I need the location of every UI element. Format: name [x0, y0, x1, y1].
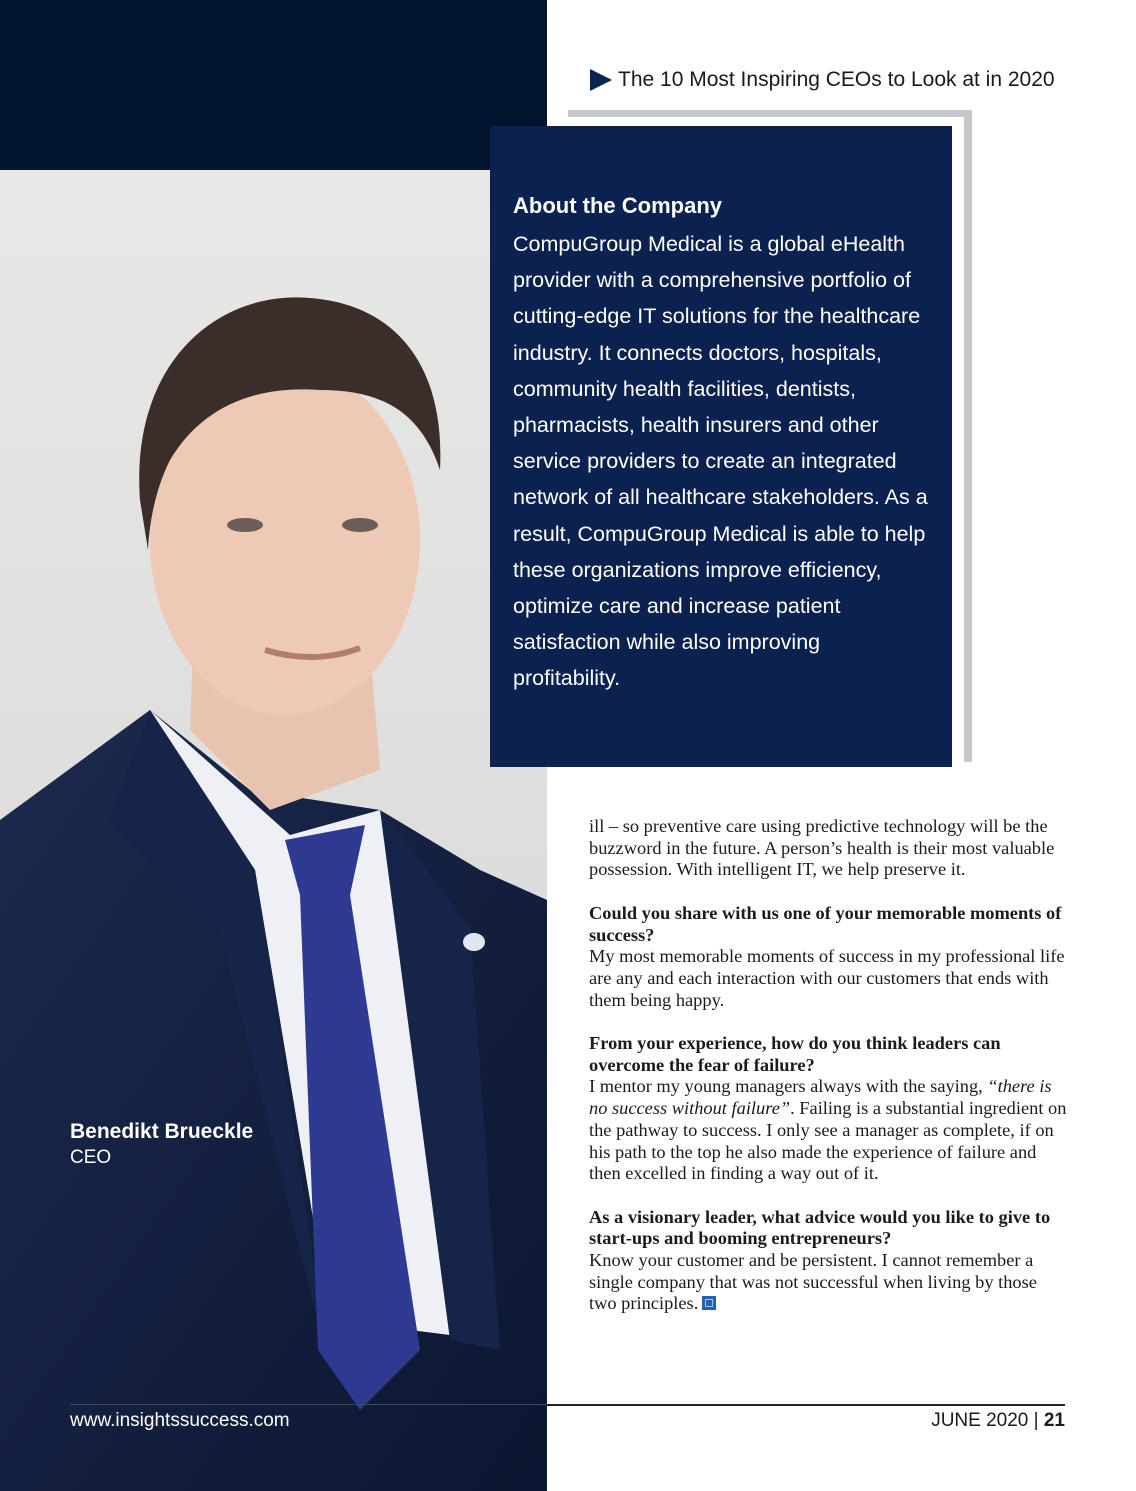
- qa-block-1: [589, 903, 1069, 1012]
- series-header: [590, 68, 1055, 92]
- box-frame-side: [964, 110, 972, 762]
- answer-quote: “there is no success without failure”: [589, 1076, 1052, 1119]
- intro-paragraph: ill – so preventive care using predictive technology will be the buzzword in the future. A person’s health is their most valuable possession. With intelligent IT, we help preserve it.: [589, 816, 1055, 880]
- person-role: CEO: [70, 1147, 112, 1168]
- article-body: [589, 816, 1069, 1337]
- box-frame-top: [568, 110, 972, 117]
- footer-url[interactable]: www.insightssuccess.com: [70, 1410, 290, 1431]
- series-title: The 10 Most Inspiring CEOs to Look at in 2020: [618, 68, 1055, 91]
- end-mark-icon: [702, 1296, 716, 1310]
- issue-date: JUNE 2020 |: [931, 1410, 1044, 1431]
- portrait-photo: [0, 0, 547, 1491]
- photo-caption: [70, 1118, 253, 1170]
- answer: My most memorable moments of success in my professional life are any and each interaction with our customers that ends with them being happy.: [589, 946, 1065, 1010]
- top-band: [0, 0, 547, 170]
- answer: Know your customer and be persistent. I cannot remember a single company that was not successful when living by those two principles.: [589, 1250, 1037, 1314]
- about-title: About the Company: [513, 193, 722, 218]
- footer-rule-right: [547, 1404, 1065, 1406]
- page-number: 21: [1043, 1410, 1065, 1431]
- question: Could you share with us one of your memorable moments of success?: [589, 902, 1062, 945]
- answer-part: I mentor my young managers always with the saying,: [589, 1076, 988, 1097]
- footer-issue: [931, 1410, 1065, 1432]
- qa-block-2: [589, 1033, 1069, 1185]
- answer-part: . Failing is a substantial ingredient on the pathway to success. I only see a manager as complete, if on his path to the top he also made the experience of failure and then excelled in finding a way out of it.: [589, 1098, 1067, 1184]
- play-arrow-icon: [590, 69, 612, 91]
- about-company-box: [490, 126, 952, 767]
- footer-rule-left: [70, 1404, 547, 1405]
- question: From your experience, how do you think leaders can overcome the fear of failure?: [589, 1033, 1001, 1075]
- ceo-portrait: [0, 170, 547, 1491]
- person-name: Benedikt Brueckle: [70, 1120, 254, 1143]
- question: As a visionary leader, what advice would you like to give to start-ups and booming entrepreneurs?: [589, 1206, 1051, 1249]
- about-text: CompuGroup Medical is a global eHealth provider with a comprehensive portfolio of cutting-edge IT solutions for the healthcare industry. It connects doctors, hospitals, community health facilities, dentists, pharmacists, health insurers and other service providers to create an integrated network of all healthcare stakeholders. As a result, CompuGroup Medical is able to help these organizations improve efficiency, optimize care and increase patient satisfaction while also improving profitability.: [513, 232, 928, 691]
- qa-block-3: [589, 1207, 1069, 1316]
